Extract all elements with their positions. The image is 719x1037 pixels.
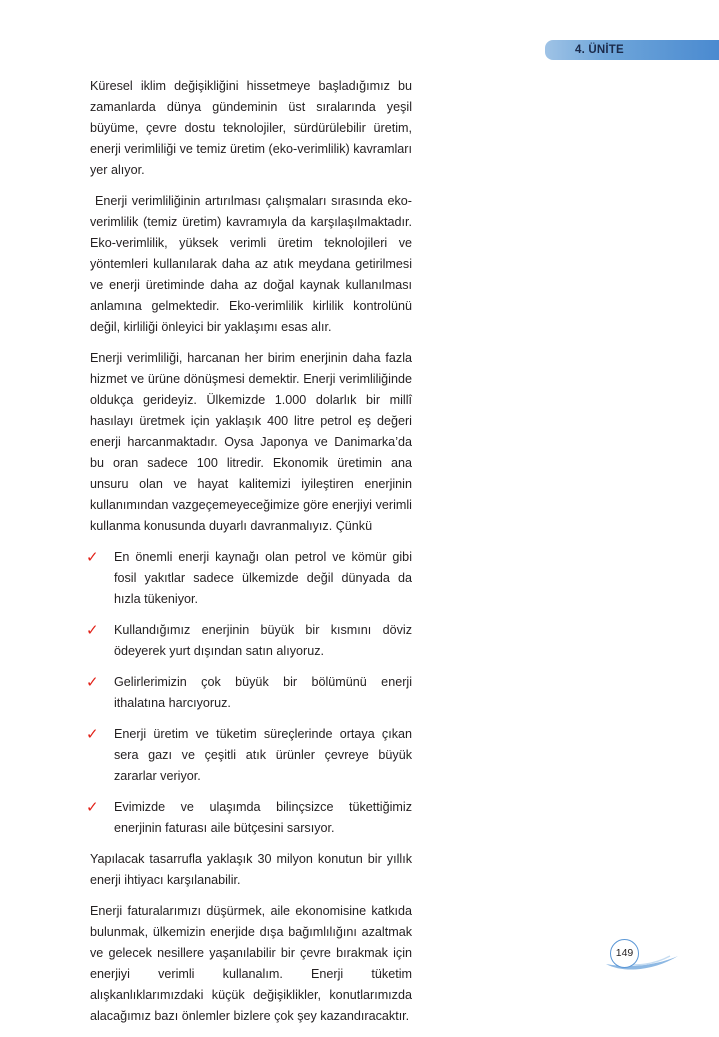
page-number: 149 [610, 939, 639, 968]
paragraph-eco-efficiency: Enerji verimliliğinin artırılması çalışmaları sırasında eko-verimlilik (temiz üretim) kavramıyla da karşılaşılmaktadır. Eko-verimlilik, yüksek verimli üretim teknolojileri ve yöntemleri kullanılarak daha az atık meydana getirilmesi ve enerji üretiminde daha az doğal kaynak kullanılması anlamına gelmektedir. Eko-verimlilik kirlilik kontrolünü değil, kirliliği önleyici bir yaklaşımı esas alır. [90, 194, 412, 334]
checkmark-icon: ✓ [86, 673, 99, 691]
checkmark-icon: ✓ [86, 725, 99, 743]
paragraph-conclusion: Enerji faturalarımızı düşürmek, aile ekonomisine katkıda bulunmak, ülkemizin enerjide dışa bağımlılığını azaltmak ve gelecek nesillere yaşanılabilir bir çevre bırakmak için enerjiyi verimli kullanalım. Enerji tüketim alışkanlıklarımızdaki küçük değişiklikler, konutlarımızda alacağımız bazı önlemler bizlere çok şey kazandıracaktır. [90, 904, 412, 1023]
unit-label: 4. ÜNİTE [575, 44, 624, 56]
paragraph-savings: Yapılacak tasarrufla yaklaşık 30 milyon konutun bir yıllık enerji ihtiyacı karşılanabilir. [90, 852, 412, 887]
list-item-text: Evimizde ve ulaşımda bilinçsizce tükettiğimiz enerjinin faturası aile bütçesini sarsıyor. [114, 800, 412, 835]
list-item [86, 620, 412, 662]
list-item-text: En önemli enerji kaynağı olan petrol ve kömür gibi fosil yakıtlar sadece ülkemizde değil dünyada da hızla tükeniyor. [114, 550, 412, 606]
list-item [86, 797, 412, 839]
unit-tab [545, 40, 719, 60]
paragraph-energy-efficiency: Enerji verimliliği, harcanan her birim enerjinin daha fazla hizmet ve ürüne dönüşmesi demektir. Enerji verimliliğinde oldukça gerideyiz. Ülkemizde 1.000 dolarlık bir millî hasılayı üretmek için yaklaşık 400 litre petrol eş değeri enerji harcanmaktadır. Oysa Japonya ve Danimarka’da bu oran sadece 100 litredir. Ekonomik üretimin ana unsuru olan ve hayat kalitemizi iyileştiren enerjinin kullanımından vazgeçemeyeceğimize göre enerjiyi verimli kullanma konusunda duyarlı davranmalıyız. Çünkü [90, 351, 412, 533]
checkmark-icon: ✓ [86, 548, 99, 566]
page-number-badge [600, 934, 680, 974]
paragraph-intro: Küresel iklim değişikliğini hissetmeye başladığımız bu zamanlarda dünya gündeminin üst sıralarında yeşil büyüme, çevre dostu teknolojiler, sürdürülebilir üretim, enerji verimliliği ve temiz üretim (eko-verimlilik) kavramları yer alıyor. [90, 79, 412, 177]
reasons-checklist [86, 547, 412, 839]
checkmark-icon: ✓ [86, 798, 99, 816]
list-item [86, 672, 412, 714]
page-body [86, 76, 412, 1037]
list-item [86, 724, 412, 787]
list-item-text: Gelirlerimizin çok büyük bir bölümünü enerji ithalatına harcıyoruz. [114, 675, 412, 710]
checkmark-icon: ✓ [86, 621, 99, 639]
list-item [86, 547, 412, 610]
list-item-text: Enerji üretim ve tüketim süreçlerinde ortaya çıkan sera gazı ve çeşitli atık ürünler çevreye büyük zararlar veriyor. [114, 727, 412, 783]
list-item-text: Kullandığımız enerjinin büyük bir kısmını döviz ödeyerek yurt dışından satın alıyoruz. [114, 623, 412, 658]
